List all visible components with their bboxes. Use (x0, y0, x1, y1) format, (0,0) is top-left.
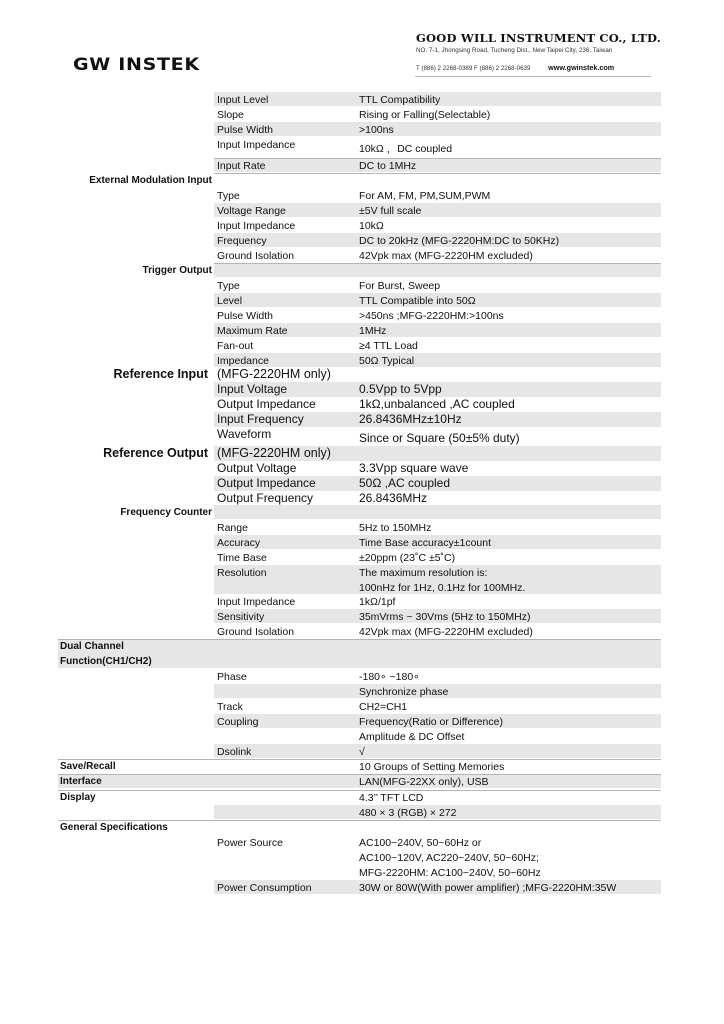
spec-value: LAN(MFG-22XX only), USB (359, 776, 489, 788)
spec-value-line: AC100~240V, 50~60Hz or (359, 837, 482, 849)
spec-label: Type (217, 280, 240, 292)
spec-label: Output Impedance (217, 397, 316, 411)
spec-label: Phase (217, 671, 247, 683)
spec-label: Range (217, 522, 248, 534)
spec-value: 50Ω ,AC coupled (359, 476, 451, 490)
spec-row (0, 594, 724, 608)
spec-value: 10 Groups of Setting Memories (359, 761, 505, 773)
spec-value (359, 836, 541, 881)
section-heading: Frequency Counter (120, 507, 212, 518)
spec-row (0, 173, 724, 187)
spec-row (0, 461, 724, 476)
spec-row (0, 278, 724, 292)
spec-label: Ground Isolation (217, 250, 295, 262)
spec-row (0, 397, 724, 412)
spec-value: 0.5Vpp to 5Vpp (359, 382, 442, 396)
spec-row (0, 382, 724, 397)
spec-label: Frequency (217, 235, 267, 247)
row-shading (214, 505, 661, 519)
category-heading-line: Display (60, 792, 96, 803)
spec-row (0, 188, 724, 202)
spec-row (0, 565, 724, 594)
spec-value: 26.8436MHz (359, 491, 428, 505)
category-heading-line: Interface (60, 776, 102, 787)
spec-value: For Burst, Sweep (359, 280, 441, 292)
spec-row (0, 609, 724, 623)
spec-value: Synchronize phase (359, 686, 449, 698)
spec-value: Rising or Falling(Selectable) (359, 109, 491, 121)
row-shading (214, 263, 661, 277)
spec-label: Voltage Range (217, 205, 286, 217)
row-divider (214, 173, 661, 174)
spec-row (0, 624, 724, 638)
company-name: GOOD WILL INSTRUMENT CO., LTD. (416, 31, 661, 45)
spec-label: Output Impedance (217, 476, 316, 490)
spec-value: TTL Compatibility (359, 94, 441, 106)
spec-value: >450ns ;MFG-2220HM:>100ns (359, 310, 504, 322)
spec-row (0, 699, 724, 713)
spec-row (0, 639, 724, 668)
spec-row (0, 233, 724, 247)
spec-row (0, 820, 724, 834)
spec-value: 3.3Vpp square wave (359, 461, 469, 475)
spec-label: Level (217, 295, 243, 307)
spec-value: √ (359, 746, 365, 758)
spec-label: Type (217, 190, 240, 202)
spec-value: ±5V full scale (359, 205, 422, 217)
spec-value: Since or Square (50±5% duty) (359, 431, 520, 445)
spec-row (0, 744, 724, 758)
spec-row (0, 367, 724, 382)
row-shading (214, 122, 661, 136)
spec-row (0, 446, 724, 461)
spec-label: Input Voltage (217, 382, 288, 396)
spec-label: Time Base (217, 552, 267, 564)
spec-value: 5Hz to 150MHz (359, 522, 432, 534)
company-address: NO. 7-1, Jhongsing Road, Tucheng Dist., New Taipei City, 236, Taiwan (416, 47, 613, 54)
category-heading (60, 791, 96, 806)
spec-label: Pulse Width (217, 310, 274, 322)
spec-row (0, 505, 724, 519)
spec-label: Pulse Width (217, 124, 274, 136)
spec-label: Ground Isolation (217, 626, 295, 638)
spec-row (0, 338, 724, 352)
spec-row (0, 427, 724, 445)
spec-row (0, 790, 724, 804)
spec-value: TTL Compatible into 50Ω (359, 295, 476, 307)
category-heading (60, 760, 116, 775)
spec-row (0, 550, 724, 564)
spec-row (0, 520, 724, 534)
spec-row (0, 491, 724, 506)
spec-label: Output Frequency (217, 491, 314, 505)
spec-value: 42Vpk max (MFG-2220HM excluded) (359, 250, 533, 262)
spec-row (0, 759, 724, 773)
spec-row (0, 476, 724, 491)
spec-row (0, 158, 724, 172)
spec-label: Slope (217, 109, 244, 121)
spec-label: Input Impedance (217, 220, 296, 232)
spec-value: For AM, FM, PM,SUM,PWM (359, 190, 491, 202)
row-divider (214, 158, 661, 159)
spec-row (0, 107, 724, 121)
section-heading: Reference Output (103, 446, 208, 460)
spec-value: Frequency(Ratio or Difference) (359, 716, 503, 728)
spec-value-line: AC100~120V, AC220~240V, 50~60Hz; (359, 852, 539, 864)
spec-label: Power Source (217, 837, 283, 849)
spec-row (0, 248, 724, 262)
spec-value: 1kΩ/1pf (359, 596, 396, 608)
spec-label: Coupling (217, 716, 259, 728)
section-heading: External Modulation Input (89, 175, 212, 186)
spec-row (0, 263, 724, 277)
spec-label: Waveform (217, 427, 272, 441)
category-heading-line: Function(CH1/CH2) (60, 656, 152, 667)
spec-row (0, 880, 724, 894)
row-shading (214, 158, 661, 172)
spec-value: ≥4 TTL Load (359, 340, 418, 352)
spec-value: 1kΩ,unbalanced ,AC coupled (359, 397, 515, 411)
spec-label: Input Level (217, 94, 269, 106)
spec-label: (MFG-2220HM only) (217, 367, 331, 381)
spec-value: -180∘ ~180∘ (359, 671, 420, 683)
spec-value: 35mVrms ~ 30Vms (5Hz to 150MHz) (359, 611, 531, 623)
spec-value (359, 566, 525, 596)
spec-row (0, 323, 724, 337)
company-logo: GW INSTEK (73, 55, 200, 75)
category-heading-line: Save/Recall (60, 761, 116, 772)
spec-row (0, 218, 724, 232)
spec-row (0, 729, 724, 743)
category-heading-line: Dual Channel (60, 641, 124, 652)
spec-label: Input Rate (217, 160, 266, 172)
spec-value: 30W or 80W(With power amplifier) ;MFG-2220HM:35W (359, 882, 617, 894)
spec-label: Impedance (217, 355, 269, 367)
spec-label: Output Voltage (217, 461, 297, 475)
spec-row (0, 774, 724, 788)
spec-label: Sensitivity (217, 611, 265, 623)
spec-row (0, 353, 724, 367)
spec-value-line: 100nHz for 1Hz, 0.1Hz for 100MHz. (359, 582, 526, 594)
row-shading (214, 744, 661, 758)
spec-label: Maximum Rate (217, 325, 288, 337)
spec-label: Input Impedance (217, 139, 296, 151)
spec-row (0, 714, 724, 728)
category-heading-line: General Specifications (60, 822, 168, 833)
spec-label: Dsolink (217, 746, 252, 758)
section-heading: Trigger Output (142, 265, 212, 276)
section-heading: Reference Input (113, 367, 208, 381)
spec-row (0, 805, 724, 819)
spec-value: Time Base accuracy±1count (359, 537, 492, 549)
spec-label: Track (217, 701, 243, 713)
spec-label: Accuracy (217, 537, 261, 549)
spec-label: Fan-out (217, 340, 254, 352)
spec-value: ±20ppm (23˚C ±5˚C) (359, 552, 456, 564)
row-shading (214, 353, 661, 367)
company-phone: T (886) 2 2268-0389 F (886) 2 2268-0639 (416, 65, 531, 72)
row-divider (214, 263, 661, 264)
spec-row (0, 293, 724, 307)
spec-value: 4.3’’ TFT LCD (359, 792, 424, 804)
spec-value: DC to 1MHz (359, 160, 417, 172)
spec-label: Resolution (217, 567, 267, 579)
spec-value: 10kΩ (359, 220, 384, 232)
spec-value: 50Ω Typical (359, 355, 415, 367)
category-heading (60, 775, 102, 790)
spec-row (0, 684, 724, 698)
spec-row (0, 92, 724, 106)
spec-label: Input Impedance (217, 596, 296, 608)
spec-row (0, 308, 724, 322)
spec-row (0, 412, 724, 427)
spec-label: (MFG-2220HM only) (217, 446, 331, 460)
spec-value: DC to 20kHz (MFG-2220HM:DC to 50KHz) (359, 235, 560, 247)
spec-row (0, 122, 724, 136)
spec-row (0, 137, 724, 156)
spec-row (0, 203, 724, 217)
spec-value: CH2=CH1 (359, 701, 408, 713)
category-heading (60, 640, 152, 670)
company-website: www.gwinstek.com (548, 63, 615, 72)
spec-label: Power Consumption (217, 882, 312, 894)
category-heading (60, 821, 168, 836)
spec-value: 480 × 3 (RGB) × 272 (359, 807, 457, 819)
spec-row (0, 835, 724, 879)
spec-value: >100ns (359, 124, 394, 136)
spec-row (0, 535, 724, 549)
spec-value: 10kΩ ，DC coupled (359, 143, 453, 155)
spec-label: Input Frequency (217, 412, 304, 426)
spec-value-line: The maximum resolution is: (359, 567, 488, 579)
spec-value: Amplitude & DC Offset (359, 731, 465, 743)
spec-value: 1MHz (359, 325, 387, 337)
spec-value: 42Vpk max (MFG-2220HM excluded) (359, 626, 533, 638)
spec-value: 26.8436MHz±10Hz (359, 412, 462, 426)
spec-value-line: MFG-2220HM: AC100~240V, 50~60Hz (359, 867, 541, 879)
spec-row (0, 669, 724, 683)
